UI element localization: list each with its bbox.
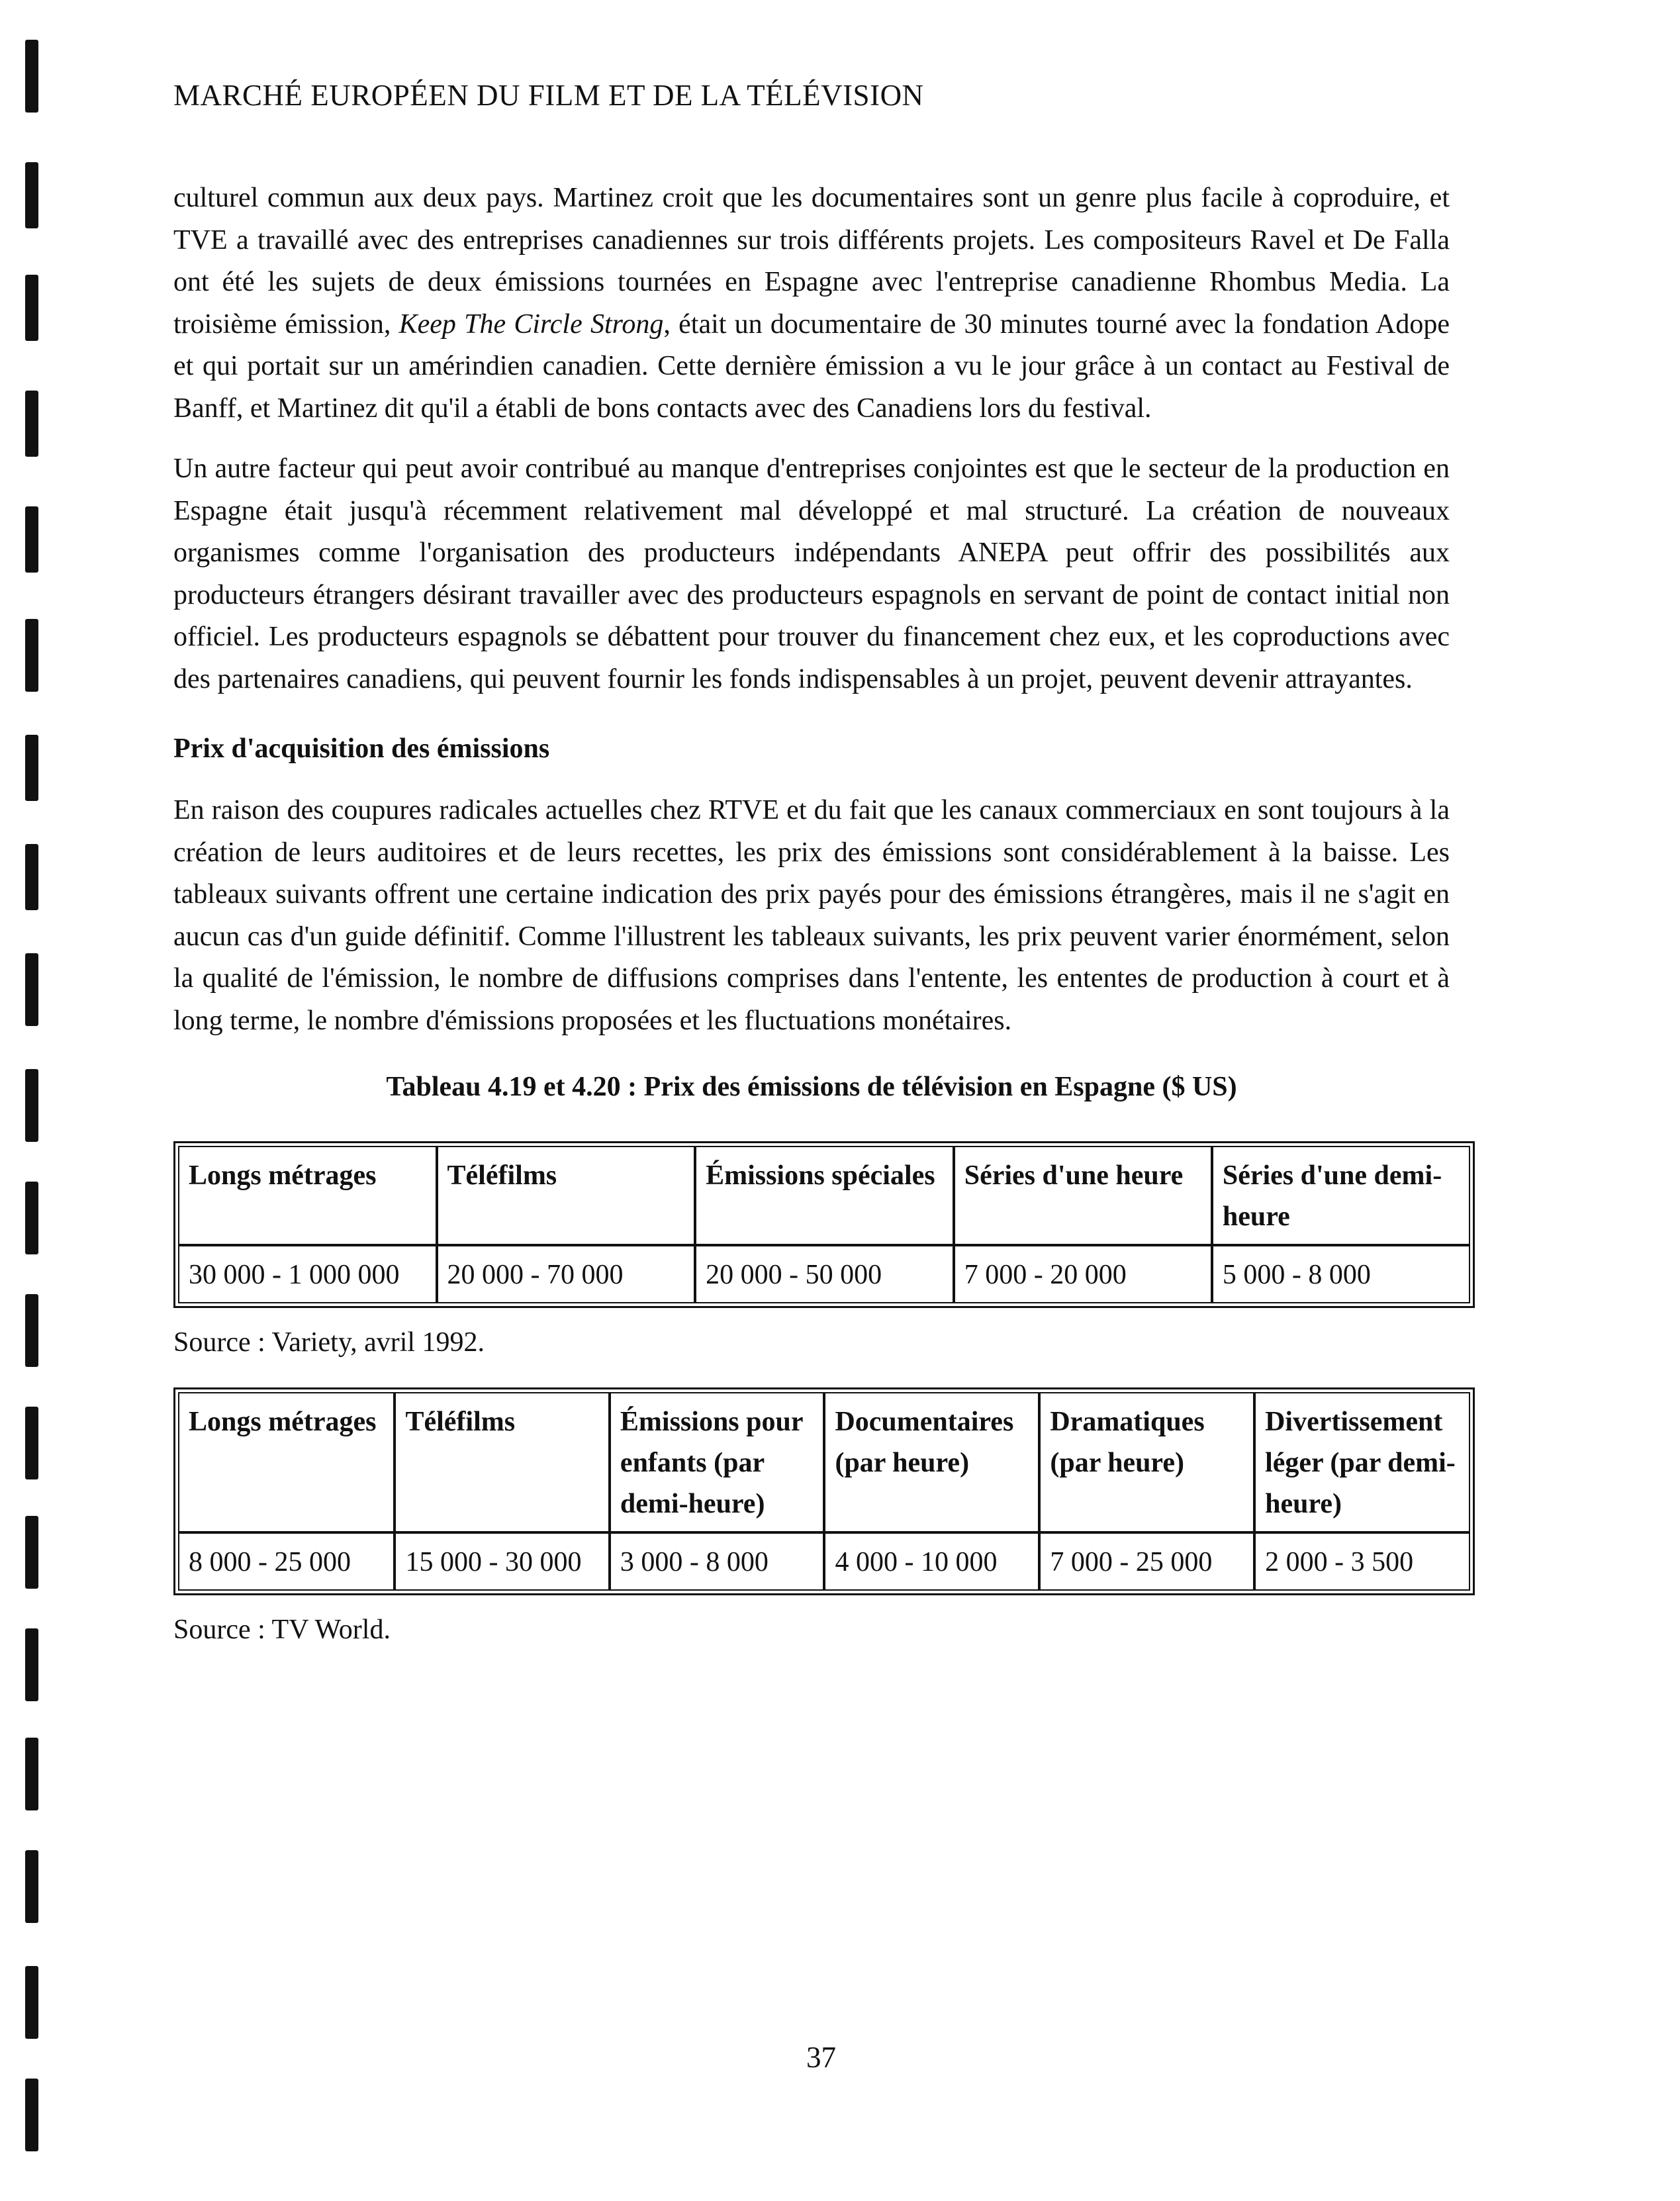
paragraph-text: culturel commun aux deux pays. Martinez croit que les documentaires sont un genre plus facile à coproduire, et TVE a travaillé avec des entreprises canadiennes sur trois différents projets. Les compositeurs Ravel et De Falla ont été les sujets de deux émissions tournées en Espagne avec l'entreprise canadienne Rhombus Media. La troisième émission, [173,183,1450,340]
table-row [178,1245,1470,1303]
table-cell: 8 000 - 25 000 [178,1532,395,1591]
table-cell: 15 000 - 30 000 [395,1532,609,1591]
binder-mark [25,1738,38,1810]
binder-mark [25,953,38,1026]
paragraph-text: , était un documentaire de 30 minutes tourné avec la fondation Adope et qui portait sur un amérindien canadien. Cette dernière émission a vu le jour grâce à un contact au Festival de Banff, et Martinez dit qu'il a établi de bons contacts avec des Canadiens lors du festival. [173,308,1450,424]
binder-mark [25,1294,38,1367]
table-cell: 20 000 - 70 000 [437,1245,696,1303]
table-header-cell: Émissions pour enfants (par demi-heure) [610,1392,825,1532]
table-header-row [178,1146,1470,1245]
binder-mark [25,40,38,113]
binder-mark [25,735,38,801]
table-cell: 4 000 - 10 000 [824,1532,1039,1591]
binder-mark [25,1516,38,1589]
page-number: 37 [806,2041,836,2074]
table-header-cell: Émissions spéciales [695,1146,954,1245]
table-cell: 20 000 - 50 000 [695,1245,954,1303]
running-head: MARCHÉ EUROPÉEN DU FILM ET DE LA TÉLÉVISION [173,79,924,112]
table-header-cell: Longs métrages [178,1392,395,1532]
table-title: Tableau 4.19 et 4.20 : Prix des émissions de télévision en Espagne ($ US) [386,1072,1237,1102]
table-source: Source : TV World. [173,1615,391,1645]
binder-mark [25,1850,38,1923]
table-header-cell: Divertissement léger (par demi-heure) [1254,1392,1470,1532]
table-header-row [178,1392,1470,1532]
binder-mark [25,1182,38,1254]
binder-mark [25,2079,38,2151]
binder-mark [25,844,38,910]
table-cell: 30 000 - 1 000 000 [178,1245,437,1303]
table-cell: 3 000 - 8 000 [610,1532,825,1591]
table-row [178,1532,1470,1591]
binder-mark [25,1069,38,1142]
table-header-cell: Séries d'une demi-heure [1212,1146,1470,1245]
binder-mark [25,619,38,692]
paragraph-production-sector: Un autre facteur qui peut avoir contribué au manque d'entreprises conjointes est que le secteur de la production en Espagne était jusqu'à récemment relativement mal développé et mal structuré. La création de nouveaux organismes comme l'organisation des producteurs indépendants ANEPA peut offrir des possibilités aux producteurs étrangers désirant travailler avec des producteurs espagnols en servant de point de contact initial non officiel. Les producteurs espagnols se débattent pour trouver du financement chez eux, et les coproductions avec des partenaires canadiens, qui peuvent fournir les fonds indispensables à un projet, peuvent devenir attrayantes. [173,453,1450,694]
table-cell: 7 000 - 20 000 [954,1245,1212,1303]
price-table-variety [173,1141,1475,1308]
table-header-cell: Documentaires (par heure) [824,1392,1039,1532]
paragraph-prices: En raison des coupures radicales actuelles chez RTVE et du fait que les canaux commerciaux en sont toujours à la création de leurs auditoires et de leurs recettes, les prix des émissions sont considérablement à la baisse. Les tableaux suivants offrent une certaine indication des prix payés pour des émissions étrangères, mais il ne s'agit en aucun cas d'un guide définitif. Comme l'illustrent les tableaux suivants, les prix peuvent varier énormément, selon la qualité de l'émission, le nombre de diffusions comprises dans l'entente, les ententes de production à court et à long terme, le nombre d'émissions proposées et les fluctuations monétaires. [173,795,1450,1036]
binder-mark [25,1628,38,1701]
page-content [173,177,1456,1675]
section-heading: Prix d'acquisition des émissions [173,733,550,764]
binder-mark [25,391,38,457]
binder-mark [25,506,38,573]
table-cell: 2 000 - 3 500 [1254,1532,1470,1591]
binder-mark [25,162,38,228]
price-table-tv-world [173,1387,1475,1595]
binder-mark [25,275,38,341]
binder-marks [25,0,52,2201]
table-header-cell: Longs métrages [178,1146,437,1245]
binder-mark [25,1407,38,1479]
table-cell: 5 000 - 8 000 [1212,1245,1470,1303]
table-source: Source : Variety, avril 1992. [173,1327,485,1358]
paragraph-coproduction [173,177,1450,430]
binder-mark [25,1966,38,2039]
table-header-cell: Téléfilms [395,1392,609,1532]
table-header-cell: Téléfilms [437,1146,696,1245]
program-title: Keep The Circle Strong [398,308,664,340]
table-header-cell: Dramatiques (par heure) [1039,1392,1254,1532]
table-cell: 7 000 - 25 000 [1039,1532,1254,1591]
table-header-cell: Séries d'une heure [954,1146,1212,1245]
